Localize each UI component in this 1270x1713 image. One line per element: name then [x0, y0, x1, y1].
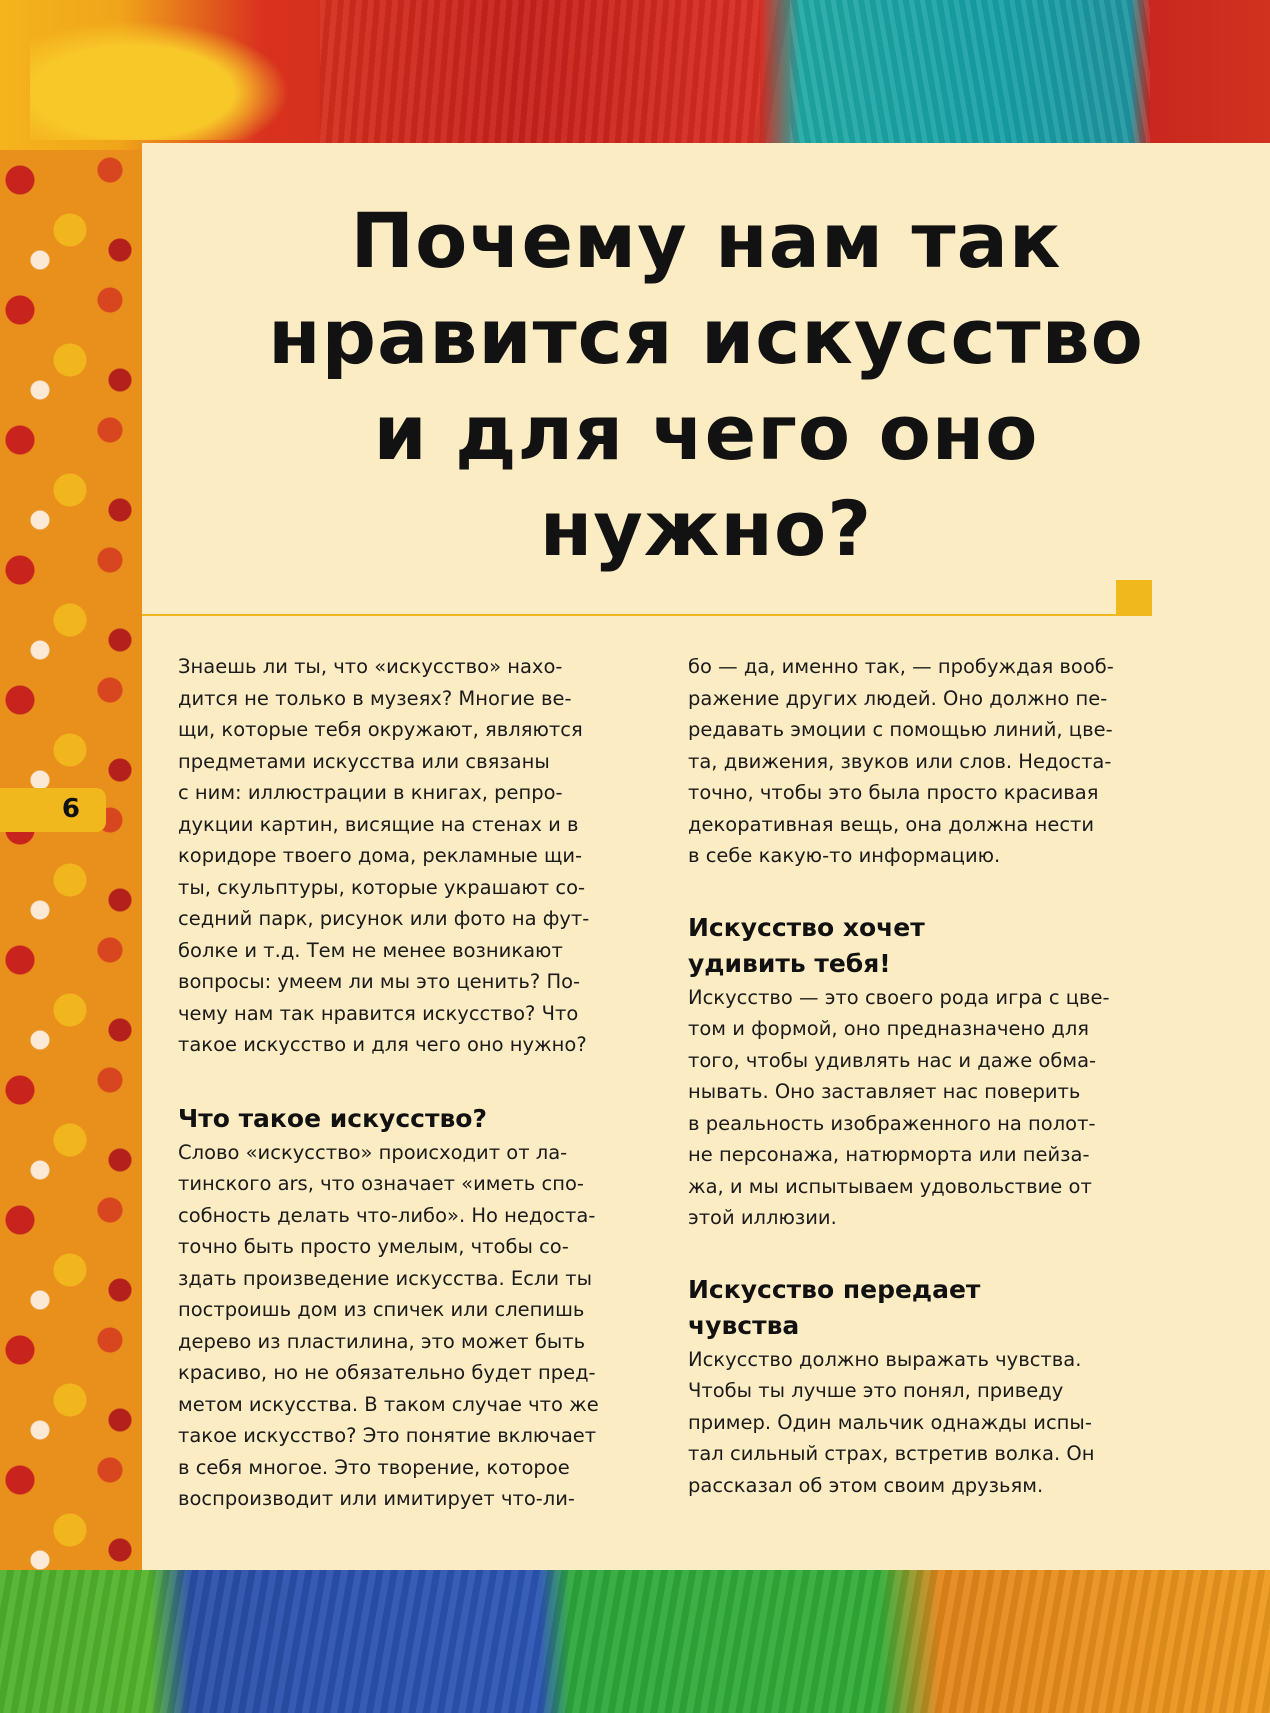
section-paragraph-surprise: Искусство — это своего рода игра с цве- том и формой, оно предназначено для того, чтобы удивлять нас и даже обма- нывать. Оно заставляет нас поверить в реальность изображенного на полот- не персонажа, натюрморта или пейза- жа, и мы испытываем удовольствие от этой иллюзии.	[688, 985, 1110, 1229]
spacer	[688, 872, 1158, 910]
painted-border-bottom	[0, 1570, 1270, 1713]
spacer	[178, 1061, 648, 1101]
yellow-paint-stroke	[30, 20, 290, 140]
left-column	[178, 651, 648, 1515]
spacer	[688, 1234, 1158, 1272]
painted-border-left	[0, 150, 142, 1570]
title-line: и для чего оно	[373, 388, 1039, 477]
section-heading-feelings: Искусство передает чувства	[688, 1274, 981, 1340]
page-title	[142, 193, 1270, 577]
section-heading-what-is-art: Что такое искусство?	[178, 1103, 487, 1133]
title-divider	[142, 614, 1152, 616]
section-paragraph-what-is-art: Слово «искусство» происходит от ла- тинского ars, что означает «иметь спо- собность делать что-либо». Но недоста- точно быть просто умелым, чтобы со- здать произведение искусства. Если ты построишь дом из спичек или слепишь дерево из пластилина, это может быть красиво, но не обязательно будет пред- метом искусства. В таком случае что же такое искусство? Это понятие включает в себя многое. Это творение, которое воспроизводит или имитирует что-ли-	[178, 1140, 599, 1510]
title-line: нравится искусство	[268, 292, 1144, 381]
page-number-tab	[0, 788, 106, 832]
title-line: нужно?	[539, 484, 873, 573]
red-paint-stroke	[320, 0, 760, 150]
section-heading-surprise: Искусство хочет удивить тебя!	[688, 912, 925, 978]
divider-square-accent	[1116, 580, 1152, 616]
page-content-area	[142, 143, 1270, 1570]
paint-texture	[0, 1570, 1270, 1713]
page-number: 6	[61, 794, 80, 824]
intro-paragraph: Знаешь ли ты, что «искусство» нахо- дится не только в музеях? Многие ве- щи, которые тебя окружают, являются предметами искусства или связаны с ним: иллюстрации в книгах, репро- дукции картин, висящие на стенах и в коридоре твоего дома, рекламные щи- ты, скульптуры, которые украшают со- седний парк, рисунок или фото на фут- болке и т.д. Тем не менее возникают вопросы: умеем ли мы это ценить? По- чему нам так нравится искусство? Что такое искусство и для чего оно нужно?	[178, 655, 590, 1056]
teal-paint-stroke	[790, 0, 1150, 150]
right-column	[688, 651, 1158, 1501]
continuation-paragraph: бо — да, именно так, — пробуждая вооб- ражение других людей. Оно должно пе- редавать эмоции с помощью линий, цве- та, движения, звуков или слов. Недоста- точно, чтобы это была просто красивая декоративная вещь, она должна нести в себе какую-то информацию.	[688, 655, 1114, 867]
section-paragraph-feelings: Искусство должно выражать чувства. Чтобы ты лучше это понял, приведу пример. Один мальчик однажды испы- тал сильный страх, встретив волка. Он рассказал об этом своим друзьям.	[688, 1347, 1095, 1497]
title-line: Почему нам так	[350, 196, 1062, 285]
painted-border-top	[0, 0, 1270, 150]
